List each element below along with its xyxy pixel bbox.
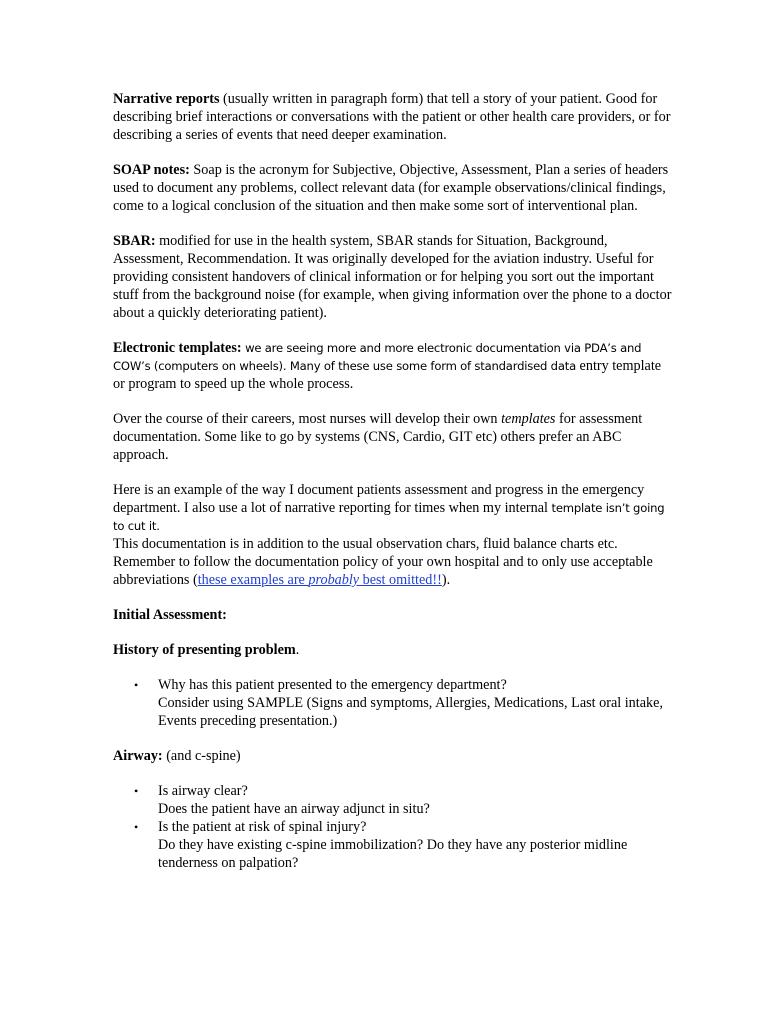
careers-text-post: for assessment documentation. Some like to go by systems (CNS, Cardio, GIT etc) others prefer an ABC approach. xyxy=(113,411,643,463)
careers-text-pre: Over the course of their careers, most nurses will develop their own xyxy=(113,411,502,427)
list-item-detail: Consider using SAMPLE (Signs and symptoms, Allergies, Medications, Last oral intake, Events preceding presentation.) xyxy=(158,695,663,729)
abbreviations-link[interactable] xyxy=(198,572,442,588)
sbar-heading: SBAR: xyxy=(113,233,156,249)
soap-notes-text: Soap is the acronym for Subjective, Objective, Assessment, Plan a series of headers used to document any problems, collect relevant data (for example observations/clinical findings, come to a logical conclusion of the situation and then make some sort of interventional plan. xyxy=(113,162,669,214)
list-item xyxy=(113,818,673,872)
airway-list xyxy=(113,782,673,872)
list-item xyxy=(113,676,673,730)
careers-templates-italic: templates xyxy=(501,411,556,427)
example-text-a: Here is an example of the way I document patients assessment and progress in the emergency department. I also use a lot of narrative reporting for times when my internal xyxy=(113,482,645,516)
airway-heading-line xyxy=(113,747,673,765)
example-text-b: template isn’t going to cut it. xyxy=(113,501,665,533)
bullet-icon: • xyxy=(134,820,139,834)
soap-notes-paragraph xyxy=(113,161,673,215)
list-item-question: Is airway clear? xyxy=(158,783,248,799)
example-text-end: ). xyxy=(441,572,451,588)
list-item-question: Why has this patient presented to the emergency department? xyxy=(158,677,507,693)
history-list xyxy=(113,676,673,730)
electronic-templates-paragraph xyxy=(113,339,673,393)
history-heading: History of presenting problem xyxy=(113,642,296,658)
abbreviations-link-text-a: these examples are xyxy=(197,572,309,588)
narrative-reports-paragraph xyxy=(113,90,673,144)
document-body xyxy=(113,90,673,889)
initial-assessment-heading: Initial Assessment: xyxy=(113,607,227,623)
soap-notes-heading: SOAP notes: xyxy=(113,162,190,178)
airway-heading-rest: (and c-spine) xyxy=(162,748,241,764)
sbar-paragraph xyxy=(113,232,673,322)
history-heading-line xyxy=(113,641,673,659)
abbreviations-link-text-b: best omitted!! xyxy=(359,572,442,588)
list-item xyxy=(113,782,673,818)
list-item-question: Is the patient at risk of spinal injury? xyxy=(158,819,367,835)
bullet-icon: • xyxy=(134,784,139,798)
careers-paragraph xyxy=(113,410,673,464)
history-heading-period: . xyxy=(295,642,300,658)
airway-heading: Airway: xyxy=(113,748,163,764)
list-item-detail: Does the patient have an airway adjunct in situ? xyxy=(158,801,430,817)
narrative-reports-heading: Narrative reports xyxy=(113,91,220,107)
sbar-text: modified for use in the health system, SBAR stands for Situation, Background, Assessment, Recommendation. It was originally developed for the aviation industry. Useful for providing consistent handovers of clinical information or for helping you sort out the important stuff from the background noise (for example, when giving information over the phone to a doctor about a quickly deteriorating patient). xyxy=(113,233,672,321)
example-paragraph xyxy=(113,481,673,589)
list-item-detail: Do they have existing c-spine immobilization? Do they have any posterior midline tenderness on palpation? xyxy=(158,837,628,871)
narrative-reports-text: (usually written in paragraph form) that tell a story of your patient. Good for describing brief interactions or conversations with the patient or other health care providers, or for describing a series of events that need deeper examination. xyxy=(113,91,671,143)
abbreviations-link-italic: probably xyxy=(308,572,360,588)
example-text-c: This documentation is in addition to the usual observation chars, fluid balance charts etc. Remember to follow the documentation policy of your own hospital and to only use acceptable abbreviations ( xyxy=(113,536,653,588)
electronic-templates-text: entry template or program to speed up the whole process. xyxy=(113,358,662,392)
bullet-icon: • xyxy=(134,678,139,692)
electronic-templates-heading: Electronic templates: xyxy=(113,340,242,356)
electronic-templates-text-sans: we are seeing more and more electronic documentation via PDA’s and COW’s (computers on wheels). Many of these use some form of standardised data xyxy=(113,341,642,373)
